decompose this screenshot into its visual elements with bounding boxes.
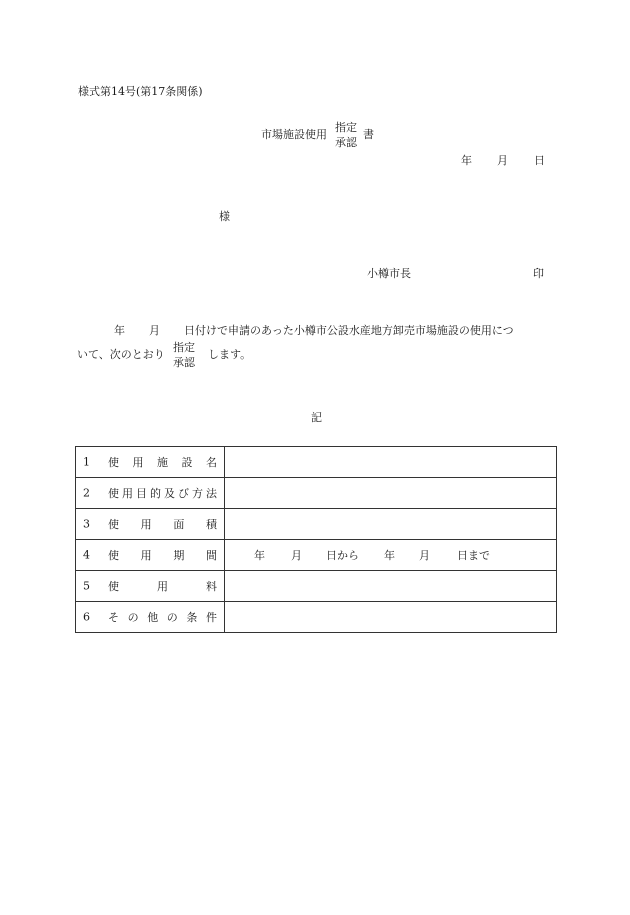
- row-label-char: 他: [147, 611, 159, 624]
- row-label-char: 用: [140, 518, 152, 531]
- row-label-cell: [76, 571, 225, 602]
- row-label-char: 積: [205, 518, 217, 531]
- row-label-char: 名: [206, 456, 217, 469]
- body-option-approval: 承認: [173, 356, 195, 369]
- body-month: 月: [149, 324, 160, 337]
- addressee-suffix: 様: [219, 210, 230, 223]
- row-label: [108, 485, 217, 501]
- table-row: [76, 478, 557, 509]
- title-option-stack: [335, 120, 357, 150]
- row-label-cell: [76, 540, 225, 571]
- document-title-suffix: 書: [363, 128, 374, 141]
- body-line1: 日付けで申請のあった小樽市公設水産地方卸売市場施設の使用につ: [184, 324, 514, 337]
- row-label: [108, 547, 217, 563]
- row-label-char: 間: [205, 549, 217, 562]
- row-label-char: 設: [181, 456, 193, 469]
- title-option-designation: 指定: [335, 121, 357, 134]
- row-label-char: 用: [140, 549, 152, 562]
- row-value-cell[interactable]: [225, 571, 557, 602]
- row-value-cell[interactable]: [225, 509, 557, 540]
- form-number: 様式第14号(第17条関係): [78, 85, 203, 98]
- period-from-day: 日から: [326, 549, 359, 562]
- row-label-char: 目: [136, 487, 147, 500]
- row-label-char: び: [178, 487, 189, 500]
- row-label-char: 法: [206, 487, 217, 500]
- table-row: [76, 447, 557, 478]
- period-to-day: 日まで: [457, 549, 490, 562]
- table-row: [76, 571, 557, 602]
- document-title-prefix: 市場施設使用: [261, 128, 327, 141]
- row-number: 3: [83, 517, 90, 531]
- row-label-char: 及: [164, 487, 175, 500]
- row-value-cell[interactable]: [225, 478, 557, 509]
- body-year: 年: [114, 324, 125, 337]
- row-number: 6: [83, 610, 90, 624]
- row-label: [108, 516, 217, 532]
- row-label-char: 的: [150, 487, 161, 500]
- row-value-cell[interactable]: [225, 602, 557, 633]
- table-row: [76, 540, 557, 571]
- row-label-cell: [76, 478, 225, 509]
- row-value-cell[interactable]: [225, 447, 557, 478]
- period-from-year: 年: [254, 549, 265, 562]
- row-label-char: の: [127, 611, 139, 624]
- date-month: 月: [497, 154, 508, 167]
- period-from-month: 月: [291, 549, 302, 562]
- row-label: [108, 609, 217, 625]
- row-label-char: 用: [122, 487, 133, 500]
- row-label-char: 方: [192, 487, 203, 500]
- row-label-char: 使: [108, 549, 119, 562]
- row-label-char: 面: [173, 518, 185, 531]
- row-label-char: の: [166, 611, 178, 624]
- row-number: 4: [83, 548, 90, 562]
- ki-marker: 記: [311, 411, 322, 424]
- body-option-stack: [173, 340, 195, 370]
- row-label-char: 使: [108, 456, 119, 469]
- row-label-cell: [76, 447, 225, 478]
- record-table: [75, 446, 557, 633]
- date-year: 年: [461, 154, 472, 167]
- row-label-char: 使: [108, 518, 119, 531]
- title-option-approval: 承認: [335, 136, 357, 149]
- period-to-year: 年: [384, 549, 395, 562]
- row-label-char: 件: [205, 611, 217, 624]
- row-label-char: そ: [108, 611, 119, 624]
- issuer-seal: 印: [533, 267, 544, 280]
- row-label-cell: [76, 509, 225, 540]
- row-label-char: 使: [108, 580, 119, 593]
- body-line2-end: します。: [208, 348, 252, 361]
- row-number: 1: [83, 455, 90, 469]
- issuer-title: 小樽市長: [367, 267, 411, 280]
- row-value-cell[interactable]: [225, 540, 557, 571]
- row-label: [108, 578, 217, 594]
- row-label-char: 条: [186, 611, 198, 624]
- row-label: [108, 454, 217, 470]
- table-row: [76, 602, 557, 633]
- row-number: 5: [83, 579, 90, 593]
- row-label-char: 期: [173, 549, 185, 562]
- row-label-char: 使: [108, 487, 119, 500]
- table-row: [76, 509, 557, 540]
- row-number: 2: [83, 486, 90, 500]
- body-option-designation: 指定: [173, 341, 195, 354]
- date-day: 日: [534, 154, 545, 167]
- row-label-cell: [76, 602, 225, 633]
- body-line2-start: いて、次のとおり: [77, 348, 165, 361]
- row-label-char: 料: [206, 580, 217, 593]
- row-label-char: 用: [132, 456, 144, 469]
- period-to-month: 月: [419, 549, 430, 562]
- row-label-char: 施: [157, 456, 168, 469]
- row-label-char: 用: [157, 580, 168, 593]
